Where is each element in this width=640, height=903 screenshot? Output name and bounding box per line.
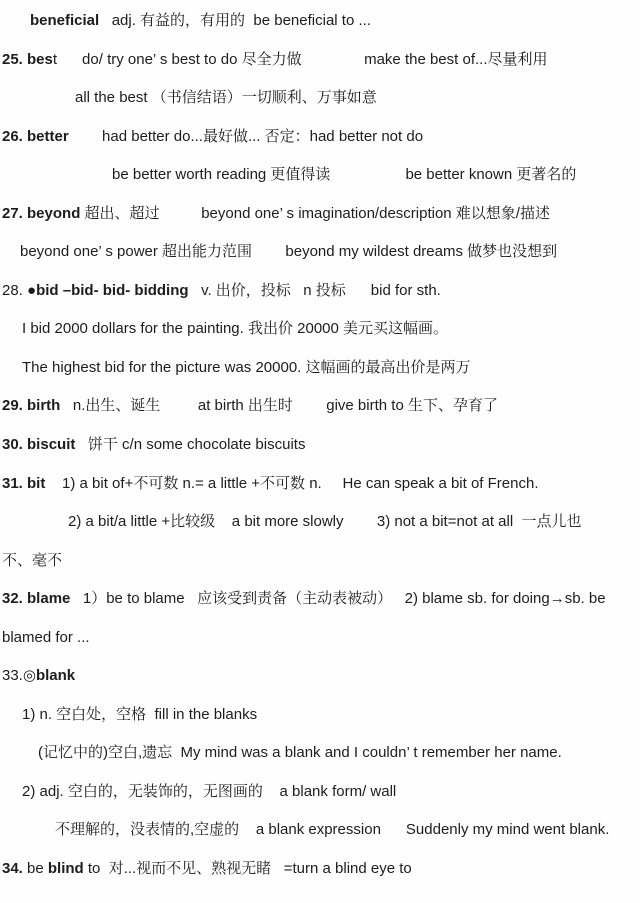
text-segment: be — [22, 860, 48, 878]
vocabulary-list — [0, 2, 640, 889]
text-segment: 2) adj. 空白的，无装饰的，无图画的 a blank form/ wall — [22, 782, 397, 800]
text-line — [0, 41, 640, 80]
text-segment: had better do...最好做... 否定：had better not do — [68, 127, 424, 145]
text-segment: 33.◎ — [2, 667, 36, 685]
vocab-term-text: 32. blame — [2, 590, 71, 608]
text-segment: 28. — [2, 281, 28, 299]
vocab-term-text: 31. bit — [2, 474, 46, 492]
vocab-term-text: ●bid –bid- bid- bidding — [27, 281, 189, 299]
text-line — [0, 542, 640, 581]
text-segment: (记忆中的)空白,遗忘 My mind was a blank and I couldn’ t remember her name. — [38, 744, 562, 762]
vocab-term-text: blank — [35, 667, 76, 685]
text-line — [0, 811, 640, 850]
text-segment: 超出、超过 beyond one’ s imagination/description 难以想象/描述 — [80, 204, 550, 222]
text-segment: 1）be to blame 应该受到责备（主动表被动） 2) blame sb. for doing→sb. be — [70, 590, 606, 608]
vocab-term-text: 30. biscuit — [2, 436, 76, 454]
text-segment: beyond one’ s power 超出能力范围 beyond my wildest dreams 做梦也没想到 — [20, 243, 558, 261]
text-segment: adj. 有益的，有用的 be beneficial to ... — [99, 12, 371, 29]
text-line — [0, 118, 640, 157]
text-segment: n.出生、诞生 at birth 出生时 give birth to 生下、孕育了 — [60, 397, 498, 415]
text-segment: blamed for ... — [2, 628, 90, 646]
text-segment: all the best （书信结语）一切顺利、万事如意 — [75, 89, 377, 107]
vocab-term-text: 27. beyond — [2, 204, 81, 222]
text-segment: 1) a bit of+不可数 n.= a little +不可数 n. He can speak a bit of French. — [45, 474, 539, 492]
vocab-term-text: 34. — [2, 860, 23, 878]
text-segment: to 对...视而不见、熟视无睹 =turn a blind eye to — [83, 860, 412, 878]
text-segment: 饼干 c/n some chocolate biscuits — [75, 436, 306, 454]
text-segment: I bid 2000 dollars for the painting. 我出价 20000 美元买这幅画。 — [22, 320, 449, 338]
text-line — [0, 195, 640, 234]
text-line — [0, 2, 640, 41]
text-line — [0, 850, 640, 889]
text-segment: 不、毫不 — [2, 551, 63, 569]
text-line — [0, 773, 640, 812]
text-segment: 1) n. 空白处，空格 fill in the blanks — [22, 705, 258, 723]
text-segment: 2) a bit/a little +比较级 a bit more slowly 3) not a bit=not at all 一点儿也 — [68, 513, 582, 531]
vocab-term-text: 26. better — [2, 127, 69, 145]
vocab-term-text: beneficial — [30, 12, 100, 29]
text-line — [0, 79, 640, 118]
text-line — [0, 580, 640, 619]
vocab-term-text: 25. bes — [2, 50, 53, 68]
text-line — [0, 156, 640, 195]
text-line — [0, 503, 640, 542]
text-segment: v. 出价，投标 n 投标 bid for sth. — [188, 281, 441, 299]
text-line — [0, 426, 640, 465]
text-line — [0, 387, 640, 426]
vocab-term-text: 29. birth — [2, 397, 61, 415]
text-line — [0, 272, 640, 311]
vocab-term-text: blind — [47, 860, 84, 878]
text-line — [0, 619, 640, 658]
text-line — [0, 233, 640, 272]
text-line — [0, 734, 640, 773]
text-line — [0, 657, 640, 696]
text-segment: be better worth reading 更值得读 be better known 更著名的 — [112, 166, 577, 184]
text-segment: 不理解的，没表情的,空虚的 a blank expression Suddenly my mind went blank. — [55, 821, 610, 839]
text-segment: The highest bid for the picture was 20000. 这幅画的最高出价是两万 — [22, 358, 471, 376]
text-line — [0, 349, 640, 388]
text-segment: t do/ try one’ s best to do 尽全力做 make the best of...尽量利用 — [52, 50, 548, 68]
text-line — [0, 465, 640, 504]
text-line — [0, 696, 640, 735]
text-line — [0, 310, 640, 349]
